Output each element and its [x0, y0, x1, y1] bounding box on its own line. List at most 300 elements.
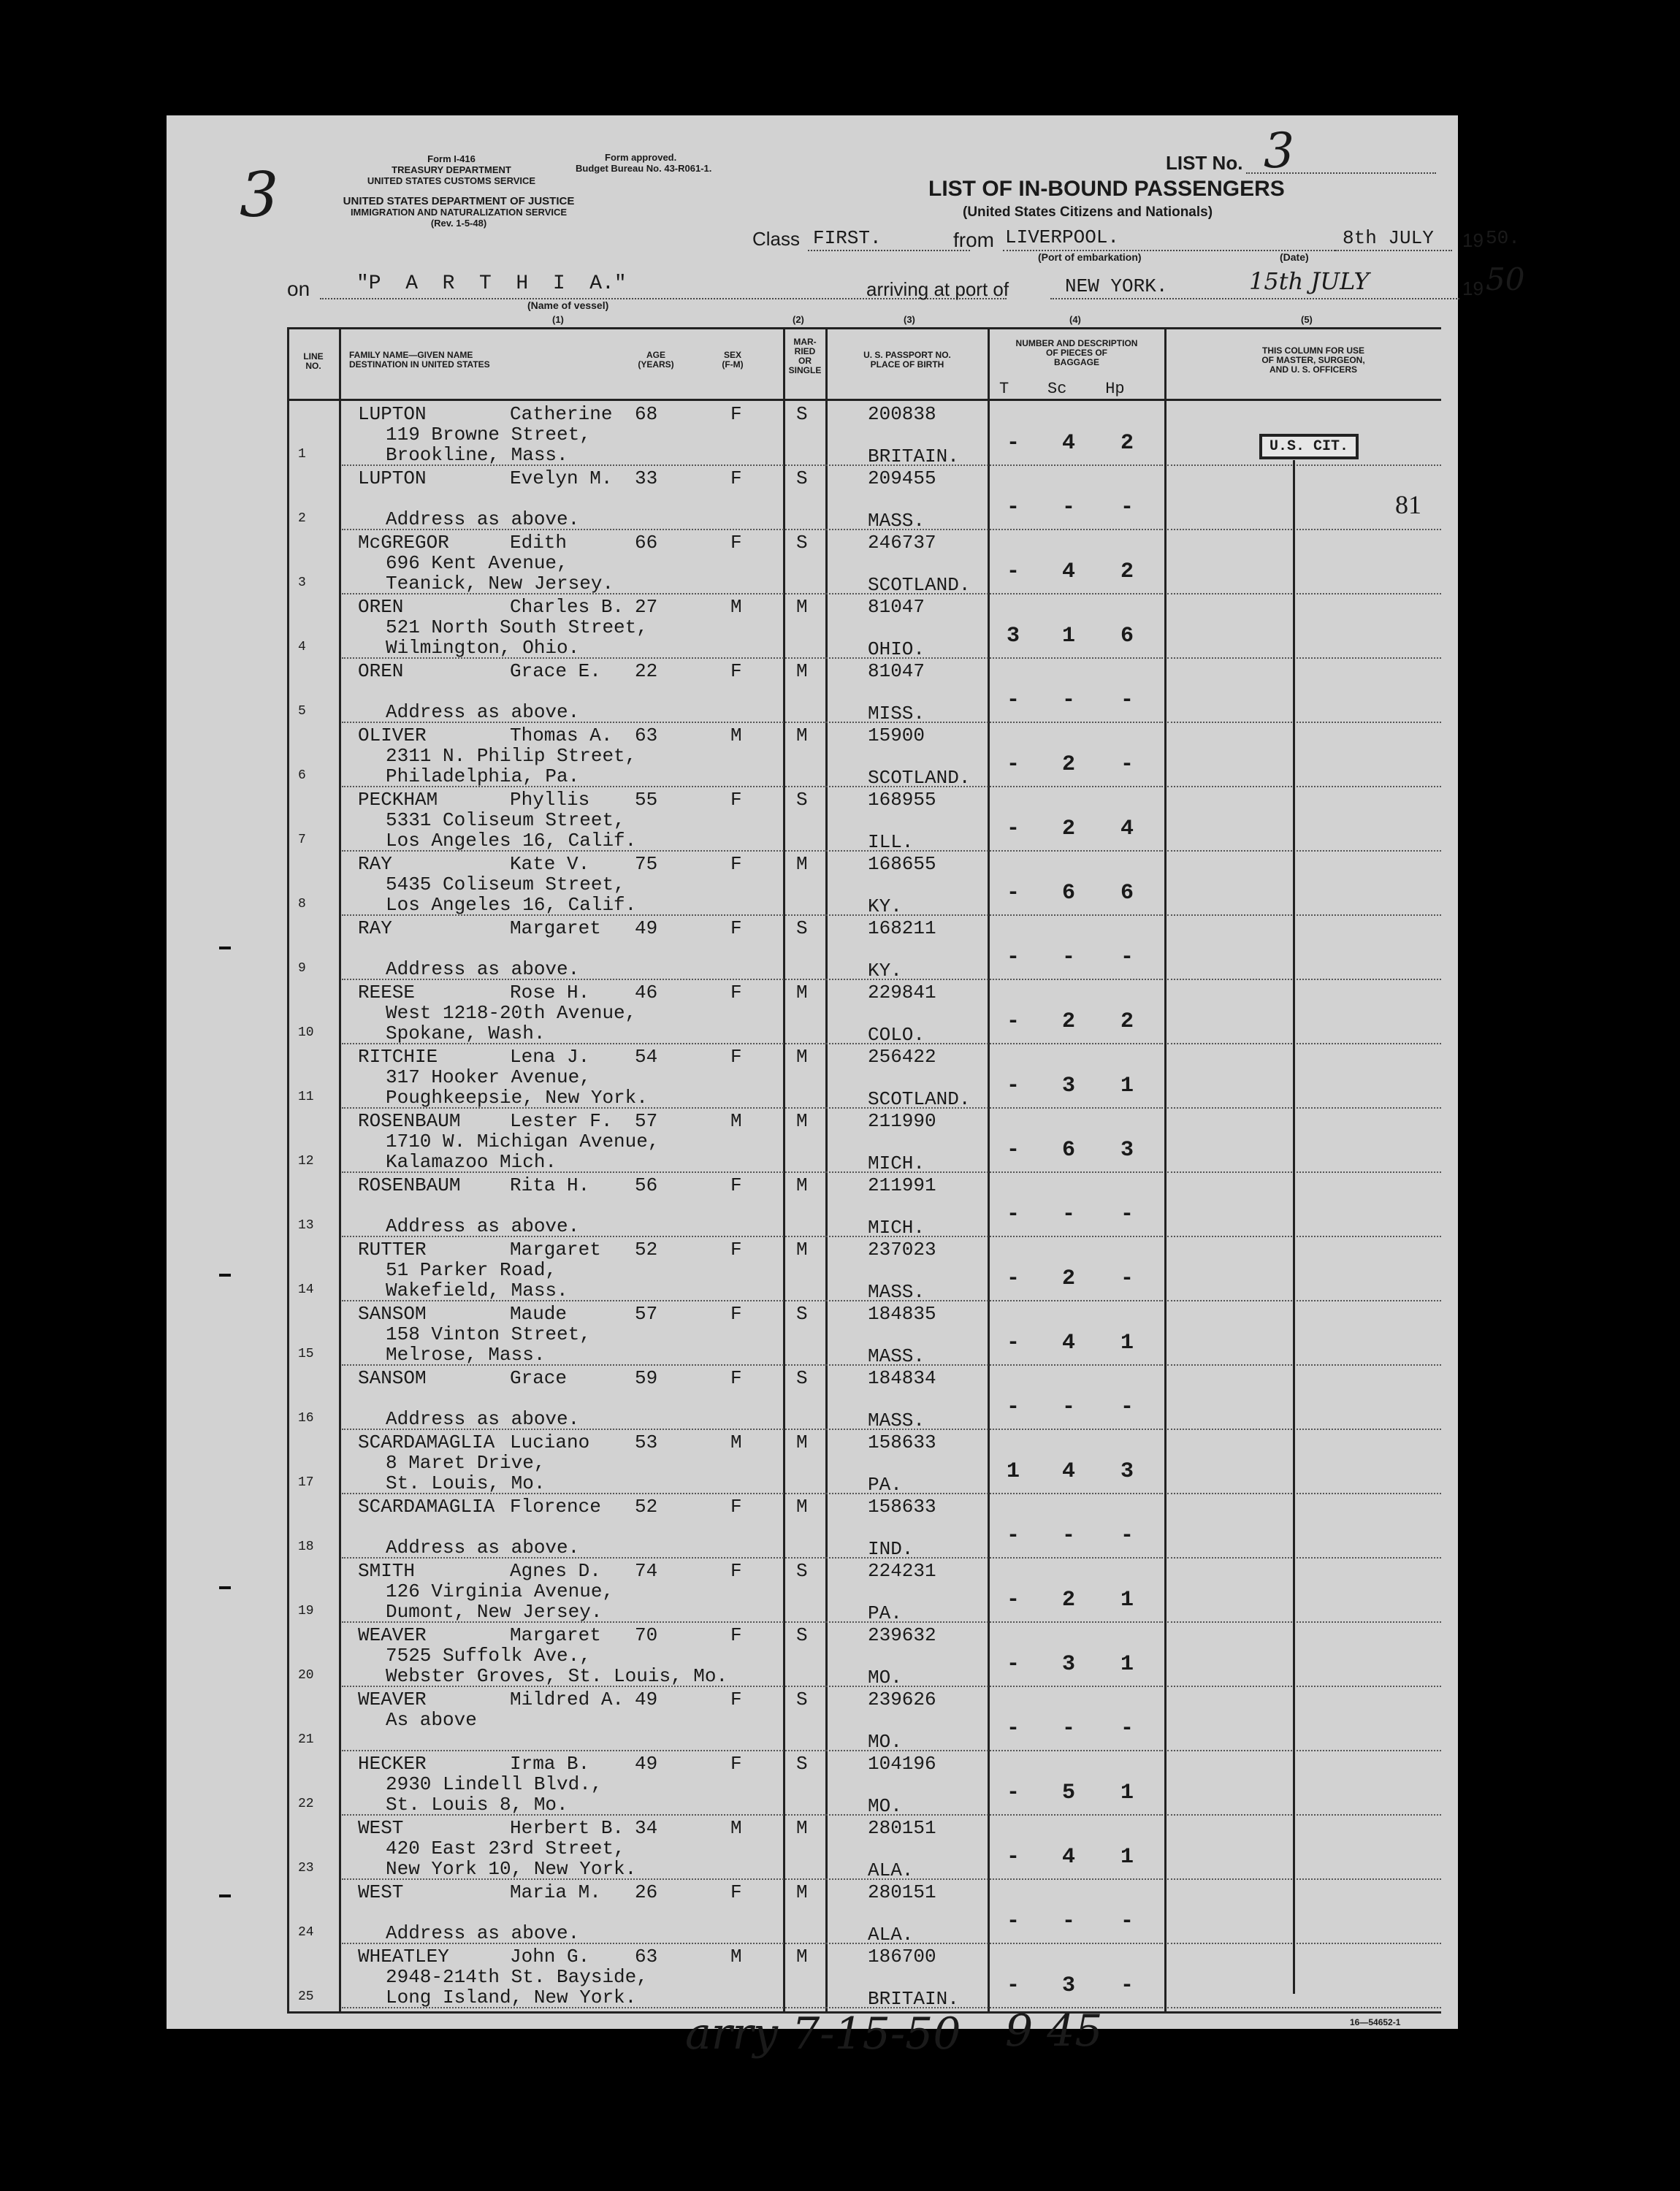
given-name: Evelyn M. [510, 467, 613, 489]
sex: F [730, 917, 742, 939]
marital-status: S [796, 917, 808, 939]
place-of-birth: MO. [868, 1731, 902, 1753]
address-line-2: Brookline, Mass. [386, 444, 568, 466]
address-line-1: 2948-214th St. Bayside, [386, 1966, 648, 1988]
table-row [167, 1237, 1458, 1301]
family-name: ROSENBAUM [358, 1174, 461, 1196]
age: 59 [635, 1367, 658, 1389]
baggage-trunks: - [1007, 1138, 1020, 1163]
line-number: 17 [298, 1475, 314, 1490]
line-number: 16 [298, 1411, 314, 1426]
marital-status: M [796, 853, 808, 875]
baggage-trunks: - [1007, 817, 1020, 841]
header-baggage-sub: T Sc Hp [999, 380, 1125, 398]
family-name: SCARDAMAGLIA [358, 1431, 495, 1453]
passport-number: 168955 [868, 789, 936, 811]
baggage-trunks: 3 [1007, 624, 1020, 649]
table-row [167, 466, 1458, 530]
address-line-2: Wakefield, Mass. [386, 1280, 568, 1301]
baggage-handpieces: 1 [1120, 1845, 1134, 1870]
marital-status: S [796, 1367, 808, 1389]
place-of-birth: MICH. [868, 1152, 925, 1174]
column-number: (2) [793, 314, 804, 325]
ins-label: IMMIGRATION AND NATURALIZATION SERVICE [350, 207, 568, 218]
address-line-1: 8 Maret Drive, [386, 1452, 546, 1474]
marital-status: M [796, 724, 808, 746]
baggage-handpieces: - [1120, 1909, 1134, 1934]
family-name: WEAVER [358, 1689, 427, 1710]
family-name: PECKHAM [358, 789, 438, 811]
marital-status: S [796, 1753, 808, 1775]
baggage-handpieces: - [1120, 1202, 1134, 1227]
address-line-2: Teanick, New Jersey. [386, 573, 614, 594]
passport-number: 15900 [868, 724, 925, 746]
passport-number: 81047 [868, 660, 925, 682]
given-name: Grace [510, 1367, 568, 1389]
baggage-suitcases: 2 [1062, 1009, 1076, 1034]
family-name: OLIVER [358, 724, 427, 746]
baggage-suitcases: 1 [1062, 624, 1076, 649]
passport-number: 246737 [868, 532, 936, 554]
baggage-trunks: - [1007, 1652, 1020, 1677]
age: 57 [635, 1110, 658, 1132]
place-of-birth: BRITAIN. [868, 446, 959, 467]
page-title: LIST OF IN-BOUND PASSENGERS [928, 177, 1285, 201]
marital-status: S [796, 1560, 808, 1582]
address-line-2: Address as above. [386, 1537, 580, 1559]
agency-block [283, 196, 634, 229]
on-label: on [287, 278, 310, 300]
column-number: (5) [1301, 314, 1313, 325]
sex: F [730, 1560, 742, 1582]
address-line-2: Address as above. [386, 1215, 580, 1237]
baggage-trunks: - [1007, 1202, 1020, 1227]
place-of-birth: MASS. [868, 1345, 925, 1367]
table-row [167, 723, 1458, 787]
line-number: 11 [298, 1090, 314, 1104]
baggage-handpieces: - [1120, 752, 1134, 777]
baggage-suitcases: 2 [1062, 1588, 1076, 1613]
family-name: WEAVER [358, 1624, 427, 1646]
address-line-2: Philadelphia, Pa. [386, 765, 580, 787]
address-line-2: Address as above. [386, 1922, 580, 1944]
baggage-handpieces: 6 [1120, 624, 1134, 649]
table-row [167, 1109, 1458, 1173]
baggage-handpieces: 1 [1120, 1781, 1134, 1805]
baggage-handpieces: 1 [1120, 1074, 1134, 1098]
list-number-value: 3 [1264, 123, 1294, 179]
corner-mark: 3 [240, 159, 279, 231]
baggage-handpieces: 2 [1120, 431, 1134, 456]
baggage-suitcases: 3 [1062, 1973, 1076, 1998]
table-row [167, 1366, 1458, 1430]
line-number: 5 [298, 704, 306, 719]
page-subtitle: (United States Citizens and Nationals) [963, 204, 1213, 220]
address-line-1: 2311 N. Philip Street, [386, 745, 637, 767]
table-row [167, 530, 1458, 594]
table-row [167, 1623, 1458, 1687]
age: 52 [635, 1239, 658, 1261]
place-of-birth: MO. [868, 1795, 902, 1817]
table-row [167, 1944, 1458, 2008]
line-number: 18 [298, 1540, 314, 1554]
family-name: WEST [358, 1881, 404, 1903]
baggage-suitcases: 6 [1062, 881, 1076, 906]
age: 63 [635, 724, 658, 746]
year-prefix: 19 [1462, 229, 1484, 251]
table-row [167, 916, 1458, 980]
passport-number: 158633 [868, 1496, 936, 1518]
given-name: Edith [510, 532, 568, 554]
place-of-birth: MO. [868, 1667, 902, 1689]
passport-number: 224231 [868, 1560, 936, 1582]
table-row [167, 1751, 1458, 1816]
baggage-suitcases: - [1062, 1523, 1076, 1548]
marital-status: M [796, 1496, 808, 1518]
place-of-birth: MICH. [868, 1217, 925, 1239]
place-of-birth: MASS. [868, 510, 925, 532]
family-name: LUPTON [358, 467, 427, 489]
from-label: from [953, 229, 994, 251]
sex: F [730, 1753, 742, 1775]
table-row [167, 1880, 1458, 1944]
place-of-birth: KY. [868, 895, 902, 917]
address-line-2: St. Louis 8, Mo. [386, 1794, 568, 1816]
address-line-2: Address as above. [386, 701, 580, 723]
arrival-port: NEW YORK. [1065, 275, 1168, 297]
baggage-trunks: - [1007, 1973, 1020, 1998]
age: 68 [635, 403, 658, 425]
address-line-2: St. Louis, Mo. [386, 1472, 546, 1494]
sex: M [730, 724, 742, 746]
header-sex: SEX (F-M) [722, 350, 744, 370]
line-number: 2 [298, 511, 306, 526]
departure-date: 8th JULY [1343, 227, 1434, 249]
age: 49 [635, 917, 658, 939]
table-header-border [287, 399, 1441, 401]
form-id-block [331, 153, 572, 186]
embarkation-port: LIVERPOOL. [1005, 226, 1120, 248]
marital-status: M [796, 1174, 808, 1196]
sex: F [730, 1367, 742, 1389]
age: 27 [635, 596, 658, 618]
address-line-1: 696 Kent Avenue, [386, 552, 568, 574]
age: 33 [635, 467, 658, 489]
baggage-suitcases: 5 [1062, 1781, 1076, 1805]
baggage-trunks: - [1007, 688, 1020, 713]
place-of-birth: ALA. [868, 1859, 914, 1881]
age: 54 [635, 1046, 658, 1068]
baggage-trunks: - [1007, 1588, 1020, 1613]
given-name: Kate V. [510, 853, 590, 875]
table-row [167, 594, 1458, 659]
sex: F [730, 1174, 742, 1196]
address-line-1: West 1218-20th Avenue, [386, 1002, 637, 1024]
baggage-handpieces: - [1120, 945, 1134, 970]
baggage-handpieces: - [1120, 1395, 1134, 1420]
budget-bureau-label: Budget Bureau No. 43-R061-1. [576, 163, 712, 174]
place-of-birth: KY. [868, 960, 902, 982]
marital-status: M [796, 596, 808, 618]
baggage-handpieces: - [1120, 688, 1134, 713]
address-line-1: 7525 Suffolk Ave., [386, 1645, 591, 1667]
baggage-suitcases: 4 [1062, 559, 1076, 584]
age: 49 [635, 1689, 658, 1710]
baggage-suitcases: 4 [1062, 1331, 1076, 1355]
list-number-label: LIST No. [1166, 152, 1243, 174]
passport-number: 81047 [868, 596, 925, 618]
address-line-2: New York 10, New York. [386, 1858, 637, 1880]
given-name: Thomas A. [510, 724, 613, 746]
passport-number: 158633 [868, 1431, 936, 1453]
family-name: McGREGOR [358, 532, 449, 554]
vessel-caption: (Name of vessel) [527, 299, 609, 311]
given-name: Lena J. [510, 1046, 590, 1068]
column-number: (3) [904, 314, 915, 325]
baggage-handpieces: 1 [1120, 1331, 1134, 1355]
baggage-trunks: - [1007, 1009, 1020, 1034]
approval-block [576, 152, 795, 174]
table-row [167, 1494, 1458, 1559]
baggage-handpieces: - [1120, 495, 1134, 520]
marital-status: M [796, 660, 808, 682]
treasury-label: TREASURY DEPARTMENT [392, 164, 511, 175]
line-number: 25 [298, 1989, 314, 2004]
table-row [167, 1301, 1458, 1366]
baggage-trunks: - [1007, 431, 1020, 456]
baggage-trunks: 1 [1007, 1459, 1020, 1484]
address-line-2: Melrose, Mass. [386, 1344, 546, 1366]
column-number: (1) [552, 314, 564, 325]
sex: F [730, 1303, 742, 1325]
sex: F [730, 982, 742, 1003]
given-name: Margaret [510, 1624, 601, 1646]
baggage-handpieces: - [1120, 1266, 1134, 1291]
place-of-birth: ALA. [868, 1924, 914, 1946]
baggage-trunks: - [1007, 495, 1020, 520]
place-of-birth: PA. [868, 1602, 902, 1624]
address-line-2: Los Angeles 16, Calif. [386, 894, 637, 916]
passport-number: 280151 [868, 1881, 936, 1903]
header-married: MAR- RIED OR SINGLE [788, 337, 822, 375]
baggage-handpieces: 3 [1120, 1459, 1134, 1484]
passport-number: 256422 [868, 1046, 936, 1068]
customs-label: UNITED STATES CUSTOMS SERVICE [367, 175, 536, 186]
baggage-suitcases: 3 [1062, 1652, 1076, 1677]
place-of-birth: BRITAIN. [868, 1988, 959, 2010]
table-top-border [287, 327, 1441, 329]
baggage-handpieces: - [1120, 1523, 1134, 1548]
baggage-suitcases: - [1062, 1716, 1076, 1741]
sex: F [730, 660, 742, 682]
passport-number: 184835 [868, 1303, 936, 1325]
baggage-suitcases: 2 [1062, 817, 1076, 841]
line-number: 4 [298, 640, 306, 654]
age: 66 [635, 532, 658, 554]
marital-status: M [796, 1046, 808, 1068]
line-number: 24 [298, 1925, 314, 1940]
age: 63 [635, 1946, 658, 1968]
baggage-handpieces: 6 [1120, 881, 1134, 906]
passenger-table-body [167, 402, 1458, 2011]
given-name: Maria M. [510, 1881, 601, 1903]
baggage-suitcases: - [1062, 688, 1076, 713]
approval-label: Form approved. [605, 152, 677, 163]
given-name: Margaret [510, 1239, 601, 1261]
table-row [167, 1044, 1458, 1109]
address-line-2: Poughkeepsie, New York. [386, 1087, 648, 1109]
address-line-1: 2930 Lindell Blvd., [386, 1773, 603, 1795]
baggage-handpieces: 3 [1120, 1138, 1134, 1163]
address-line-2: Wilmington, Ohio. [386, 637, 580, 659]
given-name: Catherine [510, 403, 613, 425]
table-row [167, 1430, 1458, 1494]
arrival-year-prefix: 19 [1462, 278, 1484, 299]
date-underline [1335, 250, 1452, 251]
passport-number: 237023 [868, 1239, 936, 1261]
given-name: Rose H. [510, 982, 590, 1003]
row-separator [1167, 2007, 1441, 2008]
given-name: Agnes D. [510, 1560, 601, 1582]
line-number: 3 [298, 576, 306, 590]
address-line-1: 158 Vinton Street, [386, 1323, 591, 1345]
marital-status: M [796, 1881, 808, 1903]
age: 57 [635, 1303, 658, 1325]
sex: F [730, 1239, 742, 1261]
marital-status: S [796, 1303, 808, 1325]
baggage-handpieces: 1 [1120, 1588, 1134, 1613]
baggage-trunks: - [1007, 1266, 1020, 1291]
given-name: Phyllis [510, 789, 590, 811]
address-line-1: 521 North South Street, [386, 616, 648, 638]
doj-label: UNITED STATES DEPARTMENT OF JUSTICE [343, 195, 575, 207]
marital-status: M [796, 1110, 808, 1132]
table-row [167, 1816, 1458, 1880]
arrival-signature-note: arry 7-15-50 [685, 2008, 961, 2060]
given-name: Maude [510, 1303, 568, 1325]
passport-number: 229841 [868, 982, 936, 1003]
pencil-count: 81 [1395, 490, 1421, 519]
age: 26 [635, 1881, 658, 1903]
passport-number: 209455 [868, 467, 936, 489]
table-row [167, 1559, 1458, 1623]
passenger-manifest-page [167, 115, 1525, 2060]
column-number: (4) [1069, 314, 1081, 325]
baggage-suitcases: 2 [1062, 752, 1076, 777]
address-line-1: 317 Hooker Avenue, [386, 1066, 591, 1088]
baggage-trunks: - [1007, 1523, 1020, 1548]
address-line-2: Kalamazoo Mich. [386, 1151, 557, 1173]
baggage-suitcases: 4 [1062, 1459, 1076, 1484]
marital-status: M [796, 1946, 808, 1968]
header-passport: U. S. PASSPORT NO. PLACE OF BIRTH [863, 350, 951, 370]
sex: F [730, 1496, 742, 1518]
given-name: Lester F. [510, 1110, 613, 1132]
place-of-birth: ILL. [868, 831, 914, 853]
sex: M [730, 1431, 742, 1453]
table-row [167, 1687, 1458, 1751]
address-line-2: Webster Groves, St. Louis, Mo. [386, 1665, 728, 1687]
line-number: 20 [298, 1668, 314, 1683]
line-number: 1 [298, 447, 306, 462]
table-row [167, 787, 1458, 852]
baggage-trunks: - [1007, 752, 1020, 777]
address-line-1: 5435 Coliseum Street, [386, 873, 625, 895]
class-underline [808, 250, 970, 251]
given-name: Luciano [510, 1431, 590, 1453]
date-caption: (Date) [1280, 251, 1309, 263]
baggage-trunks: - [1007, 1909, 1020, 1934]
age: 46 [635, 982, 658, 1003]
family-name: OREN [358, 596, 404, 618]
sex: F [730, 789, 742, 811]
revision-label: (Rev. 1-5-48) [430, 218, 487, 229]
baggage-suitcases: 3 [1062, 1074, 1076, 1098]
marital-status: S [796, 1689, 808, 1710]
family-name: RAY [358, 853, 392, 875]
marital-status: S [796, 1624, 808, 1646]
table-row [167, 852, 1458, 916]
sex: M [730, 1946, 742, 1968]
family-name: OREN [358, 660, 404, 682]
given-name: Florence [510, 1496, 601, 1518]
passport-number: 239626 [868, 1689, 936, 1710]
age: 74 [635, 1560, 658, 1582]
family-name: HECKER [358, 1753, 427, 1775]
baggage-handpieces: - [1120, 1716, 1134, 1741]
table-row [167, 1173, 1458, 1237]
sex: F [730, 467, 742, 489]
header-officers: THIS COLUMN FOR USE OF MASTER, SURGEON, AND U. S. OFFICERS [1261, 345, 1365, 375]
place-of-birth: PA. [868, 1474, 902, 1496]
arrival-time-note: 9 45 [1005, 2005, 1103, 2057]
place-of-birth: MASS. [868, 1281, 925, 1303]
passport-number: 211990 [868, 1110, 936, 1132]
marital-status: M [796, 1817, 808, 1839]
sex: F [730, 1046, 742, 1068]
header-baggage: NUMBER AND DESCRIPTION OF PIECES OF BAGGAGE [1015, 338, 1138, 367]
line-number: 23 [298, 1861, 314, 1875]
baggage-trunks: - [1007, 881, 1020, 906]
table-row [167, 659, 1458, 723]
family-name: ROSENBAUM [358, 1110, 461, 1132]
departure-year: 50. [1486, 227, 1520, 249]
baggage-handpieces: 2 [1120, 1009, 1134, 1034]
address-line-1: 51 Parker Road, [386, 1259, 557, 1281]
address-line-1: 119 Browne Street, [386, 424, 591, 446]
line-number: 10 [298, 1025, 314, 1040]
sex: F [730, 1624, 742, 1646]
baggage-suitcases: - [1062, 1909, 1076, 1934]
port-embarkation-caption: (Port of embarkation) [1038, 251, 1142, 263]
age: 22 [635, 660, 658, 682]
arriving-label: arriving at port of [866, 278, 1009, 300]
marital-status: S [796, 789, 808, 811]
sex: F [730, 532, 742, 554]
baggage-trunks: - [1007, 1845, 1020, 1870]
baggage-trunks: - [1007, 1716, 1020, 1741]
form-number-label: Form I-416 [427, 153, 476, 164]
form-print-number: 16—54652-1 [1350, 2017, 1401, 2027]
address-line-1: 420 East 23rd Street, [386, 1838, 625, 1859]
passport-number: 200838 [868, 403, 936, 425]
address-line-2: Los Angeles 16, Calif. [386, 830, 637, 852]
given-name: Charles B. [510, 596, 625, 618]
address-line-1: 5331 Coliseum Street, [386, 809, 625, 831]
baggage-trunks: - [1007, 945, 1020, 970]
age: 75 [635, 853, 658, 875]
table-row [167, 980, 1458, 1044]
